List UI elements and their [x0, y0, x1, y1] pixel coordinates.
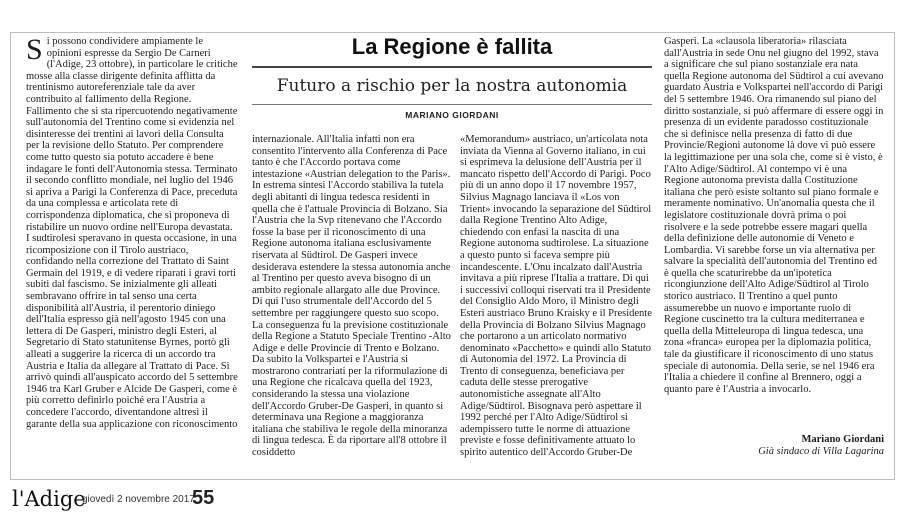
- headline-divider: [252, 66, 652, 68]
- subtitle-divider: [252, 104, 652, 105]
- article-column-4: [664, 36, 884, 416]
- article-headline: La Regione è fallita: [351, 34, 553, 59]
- article-column-3: [460, 134, 652, 476]
- article-column-2: [252, 134, 452, 476]
- column-4-text: Gasperi. La «clausola liberatoria» rilasciata dall'Austria in sede Onu nel giugno del 1992, stava a significare che sul piano sostanziale era nata quella Regione autonoma del Südtirol a cui avevano guardato Austria e Volkspartei nell'accordo di Parigi del 5 settembre 1946. Ora rimanendo sul piano del diritto sostanziale, si può affermare di essere oggi in presenza di un evidente paradosso costituzionale che si definisce nella presenza di fatto di due Provincie/Regioni autonome là dove vi può essere la legittimazione per una sola che, come si è visto, è l'Alto Adige/Südtirol. Al contempo vi è una Regione autonoma prevista dalla Costituzione italiana che però esiste soltanto sul piano formale e meramente nominativo. Un'anomalia questa che il legislatore costituzionale dovrà prima o poi risolvere e la sede potrebbe essere magari quella della definizione delle autonomie di Veneto e Lombardia. Vi sarebbe forse un via alternativa per salvare la specialità dell'autonomia del Trentino ed è quella che scaturirebbe da un'ipotetica ricongiunzione dell'Alto Adige/Südtirol al Tirolo storico austriaco. Il Trentino a quel punto assumerebbe un nuovo e importante ruolo di Regione cuscinetto tra la cultura mediterranea e quella della Mitteleuropa di lingua tedesca, una zona «franca» europea per la diplomazia politica, tale da giustificare il riconoscimento di uno status speciale di autonomia. Della serie, se nel 1946 era l'Italia a chiedere il confine al Brennero, oggi a quanto pare è l'Austria a invocarlo.: [664, 36, 884, 395]
- column-1-text: i possono condividere ampiamente le opinioni espresse da Sergio De Carneri (l'Adige, 23 ottobre), in particolare le critiche mosse alla classe dirigente definita afflitta da trentinismo autoreferenziale tale da aver contribuito al fallimento della Regione. Fallimento che si sta ripercuotendo negativamente sull'autonomia del Trentino come si evidenzia nel disinteresse dei trentini ai lavori della Consulta per la revisione dello Statuto. Per comprendere come tutto questo sia potuto accadere è bene indagare le fonti dell'Autonomia stessa. Terminato il secondo conflitto mondiale, nel luglio del 1946 si apriva a Parigi la Conferenza di Pace, preceduta da una complessa e articolata rete di corrispondenza diplomatica, che si proponeva di ristabilire un nuovo ordine nell'Europa devastata. I sudtirolesi speravano in questa occasione, in una ricomposizione con il Tirolo austriaco, confidando nella correzione del Trattato di Saint Germain del 1919, e di vedere riparati i gravi torti subiti dal fascismo. Se inizialmente gli alleati sembravano offrire in tal senso una certa disponibilità all'Austria, il perentorio diniego dell'Italia espresso già nell'agosto 1945 con una lettera di De Gasperi, ministro degli Esteri, al Segretario di Stato statunitense Byrnes, portò gli alleati a suggerire la ricerca di un accordo tra Austria e Italia da allegare al Trattato di Pace. Si arrivò quindi all'auspicato accordo del 5 settembre 1946 tra Karl Gruber e Alcide De Gasperi, come è più corretto definirlo poiché era l'Austria a concedere l'accordo, diventandone altresì il garante della sua applicazione con riconoscimento: [26, 36, 238, 430]
- column-2-text: internazionale. All'Italia infatti non era consentito l'intervento alla Conferenza di Pace tanto è che l'Accordo portava come intestazione «Austrian delegation to the Paris». In estrema sintesi l'Accordo stabiliva la tutela degli abitanti di lingua tedesca residenti in quella che è l'attuale Provincia di Bolzano. Sia l'Austria che la Svp ritenevano che l'Accordo fosse la base per il riconoscimento di una Regione autonoma italiana esclusivamente riservata al Südtirol. De Gasperi invece desiderava estendere la stessa autonomia anche al Trentino per questo aveva bisogno di un ambito regionale allargato alle due Province. Di qui l'uso strumentale dell'Accordo del 5 settembre per raggiungere questo suo scopo. La conseguenza fu la previsione costituzionale della Regione a Statuto Speciale Trentino -Alto Adige e delle Provincie di Trento e Bolzano. Da subito la Volkspartei e l'Austria si mostrarono contrariati per la riformulazione di una Regione che ricalcava quella del 1923, considerando la stessa una violazione dell'Accordo Gruber-De Gasperi, in quanto si determinava una Regione a maggioranza italiana che stabiliva le regole della minoranza di lingua tedesca. È da riportare all'8 ottobre il cosiddetto: [252, 134, 451, 459]
- page-number: 55: [192, 487, 215, 509]
- column-3-text: «Memorandum» austriaco, un'articolata nota inviata da Vienna al Governo italiano, in cui si esprimeva la delusione dell'Austria per il mancato rispetto dell'Accordo di Parigi. Poco più di un anno dopo il 17 novembre 1957, Silvius Magnago lanciava il «Los von Trient» invocando la separazione del Südtirol dalla Regione Trentino Alto Adige, chiedendo con enfasi la nascita di una Regione autonoma sudtirolese. La situazione a questo punto si faceva sempre più incandescente. L'Onu incalzato dall'Austria invitava a più riprese l'Italia a trattare. Di qui i successivi colloqui riservati tra il Presidente del Consiglio Aldo Moro, il Ministro degli Esteri austriaco Bruno Kraisky e il Presidente della Provincia di Bolzano Silvius Magnago che portarono a un articolato normativo denominato «Pacchetto» e quindi allo Statuto di Autonomia del 1972. La Provincia di Trento di conseguenza, beneficiava per caduta delle stesse prerogative autonomistiche assegnate all'Alto Adige/Südtirol. Bisognava però aspettare il 1992 perché per l'Alto Adige/Südtirol si adempissero tutte le norme di attuazione previste e fosse definitivamente attuato lo spirito autentico dell'Accordo Gruber-De: [460, 134, 652, 459]
- issue-date: giovedì 2 novembre 2017: [82, 494, 195, 505]
- article-column-1: [26, 36, 238, 472]
- drop-cap: S: [26, 36, 43, 66]
- signature-role: Già sindaco di Villa Lagarina: [758, 446, 884, 457]
- author-signature: [664, 434, 884, 464]
- article-author: MARIANO GIORDANI: [405, 110, 499, 120]
- article-subtitle: Futuro a rischio per la nostra autonomia: [276, 76, 628, 96]
- signature-name: Mariano Giordani: [801, 434, 884, 445]
- page-footer: [0, 486, 908, 514]
- newspaper-logo: l'Adige: [12, 487, 86, 511]
